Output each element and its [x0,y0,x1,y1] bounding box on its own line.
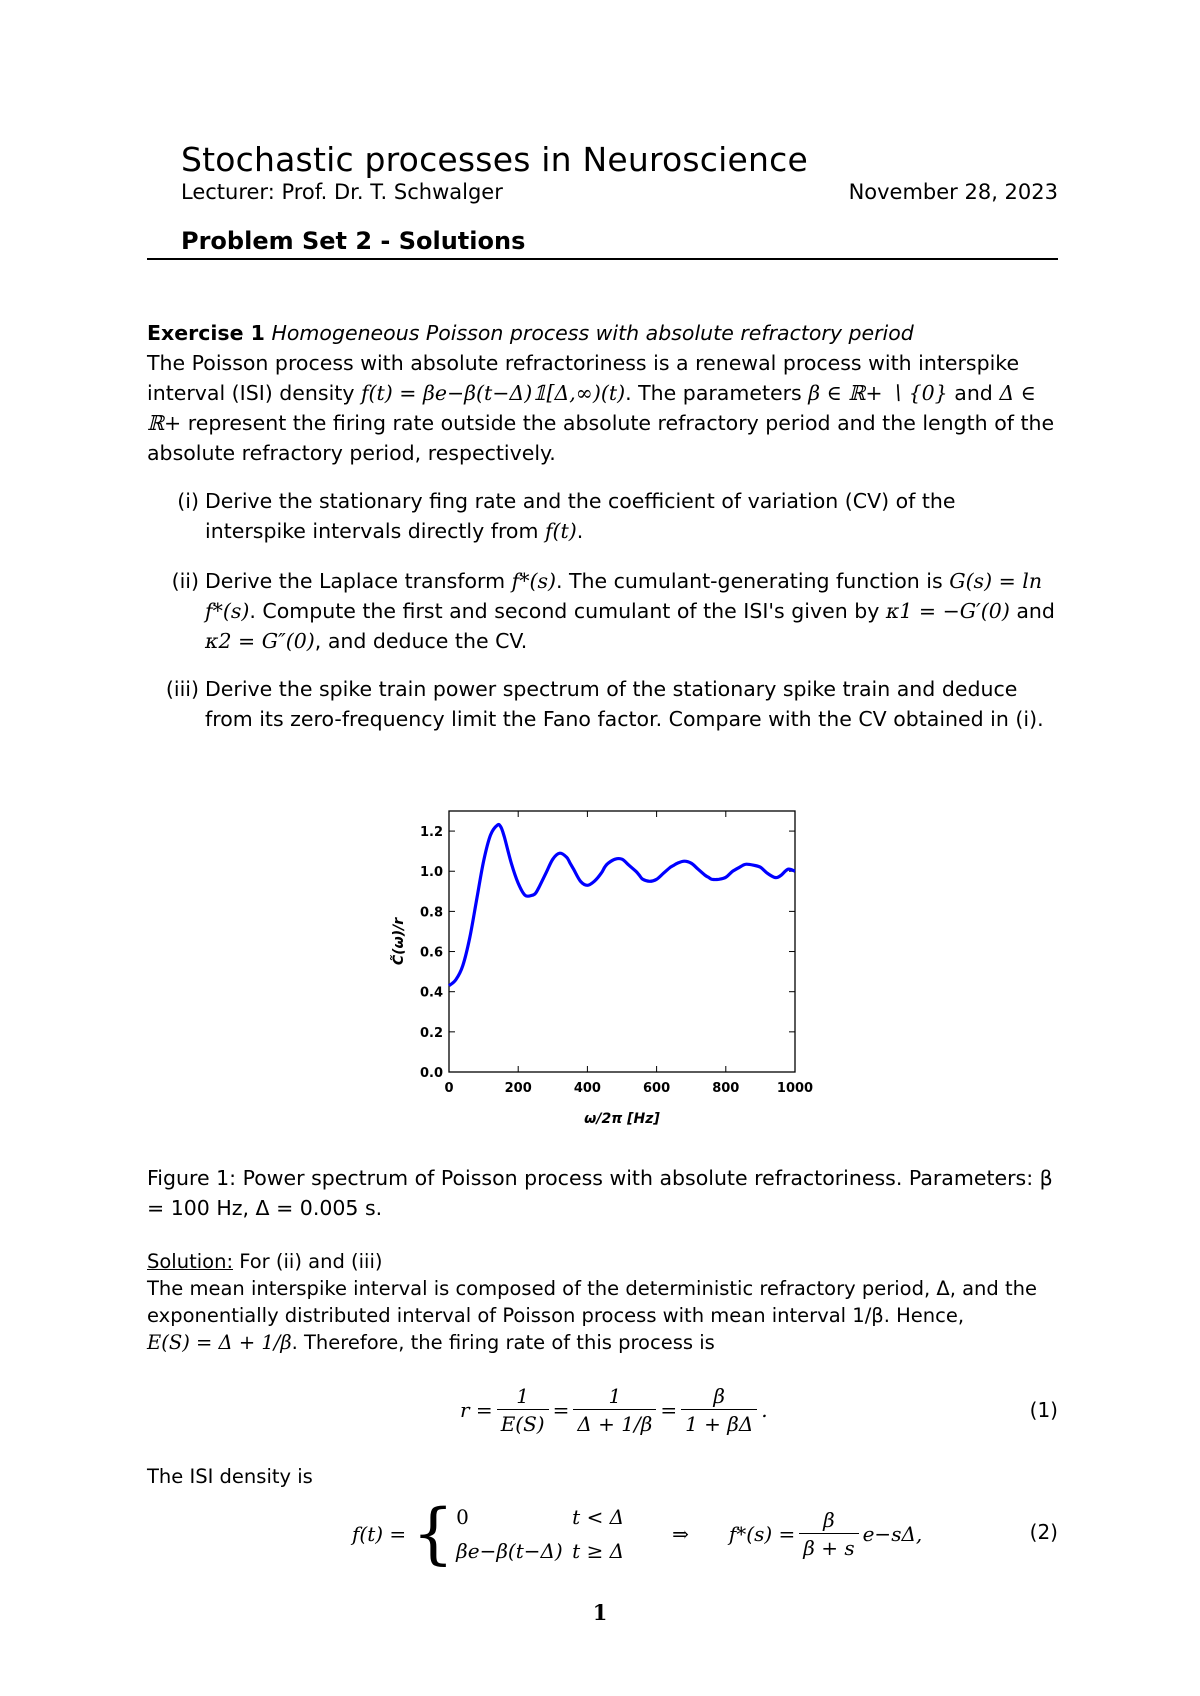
item-formula: G(s) = ln f*(s) [205,569,1043,623]
param-beta: β ∈ ℝ+ ∖ {0} [808,381,948,405]
exercise-label: Exercise 1 [147,321,265,345]
eq1-fraction [681,1384,757,1436]
power-spectrum-chart [360,800,820,1140]
eq2-fraction [799,1508,858,1560]
equation-2 [352,1492,922,1576]
exercise-intro [147,348,1059,468]
plot-frame [449,811,795,1072]
brace: { [412,1495,455,1572]
item-formula: κ2 = G″(0) [205,629,315,653]
item-label: (i) [177,489,199,513]
eq1-f2-num: 1 [573,1384,656,1410]
y-tick-label: 1.2 [419,825,443,841]
case-1 [456,1500,624,1534]
list-item [147,566,1059,656]
eq2-exponential: e−sΔ, [862,1522,923,1546]
equation-number-1: (1) [1029,1398,1058,1422]
item-formula: κ1 = −G′(0) [885,599,1010,623]
mean-isi-formula: E(S) = Δ + 1/β [147,1331,292,1354]
eq1-f1-num: 1 [497,1384,549,1410]
x-tick-label: 200 [504,1081,532,1096]
item-text: Derive the spike train power spectrum of the stationary spike train and deduce from its zero-frequency limit the Fano factor. Compare with the CV obtained in (i). [205,677,1044,731]
eq2-f-num: β [799,1508,858,1534]
x-tick-label: 0 [444,1081,454,1096]
item-formula: f*(s) [511,569,556,593]
item-text: Derive the Laplace transform [205,569,512,593]
case-1-condition: t < Δ [572,1505,625,1529]
page-title: Stochastic processes in Neuroscience [181,140,808,179]
solution-line2 [147,1329,1059,1356]
item-text: Derive the stationary fing rate and the coefficient of variation (CV) of the interspike intervals directly from [205,489,956,543]
case-2-value: βe−β(t−Δ) [456,1539,563,1563]
implies-arrow: ⇒ [672,1522,689,1546]
page-number: 1 [592,1600,608,1625]
item-label: (ii) [171,569,199,593]
x-axis-label: ω/2π [Hz] [584,1111,660,1127]
item-text: , and deduce the CV. [314,629,528,653]
y-tick-label: 0.2 [419,1025,443,1041]
eq1-end: . [761,1398,768,1422]
solution-for: For (ii) and (iii) [239,1250,383,1273]
eq2-f-den: β + s [803,1536,855,1560]
list-item [147,674,1059,734]
equation-1 [460,1372,768,1448]
exercise-heading [147,318,914,348]
item-text: . Compute the first and second cumulant of the ISI's given by [249,599,886,623]
item-text: . The cumulant-generating function is [555,569,950,593]
eq1-fraction [573,1384,656,1436]
intro-text-b: . The parameters [625,381,809,405]
eq1-f3-den: 1 + βΔ [685,1412,754,1436]
intro-text-a: The Poisson process with absolute refractoriness is a renewal process with interspike interval (ISI) density [147,351,1020,405]
case-2 [456,1534,624,1568]
intro-and: and [947,381,1000,405]
solution-label: Solution: [147,1250,234,1273]
solution-block [147,1248,1059,1356]
x-tick-label: 400 [573,1081,601,1096]
header-rule [147,258,1058,260]
solution-text: . Therefore, the firing rate of this process is [291,1331,715,1354]
x-tick-label: 800 [712,1081,740,1096]
date: November 28, 2023 [848,180,1058,204]
eq1-fraction [497,1384,549,1436]
spectrum-line [449,825,795,986]
isi-density-label: The ISI density is [147,1465,313,1488]
y-axis-label: C̃(ω)/r [391,917,407,966]
eq1-equals: = [660,1398,678,1422]
y-tick-label: 1.0 [419,865,443,881]
param-delta: Δ ∈ ℝ+ [147,381,1036,435]
eq2-lhs: f(t) = [352,1522,407,1546]
eq1-lhs: r = [460,1398,493,1422]
eq1-f2-den: Δ + 1/β [577,1412,653,1436]
y-tick-label: 0.8 [419,905,443,921]
cases [456,1500,624,1568]
exercise-topic: Homogeneous Poisson process with absolute refractory period [271,321,914,345]
equation-number-2: (2) [1029,1520,1058,1544]
item-text: and [1009,599,1055,623]
intro-formula: f(t) = βe−β(t−Δ)𝟙[Δ,∞)(t) [360,381,626,405]
intro-text-c: represent the firing rate outside the absolute refractory period and the length of the absolute refractory period, respectively. [147,411,1055,465]
y-tick-label: 0.4 [419,985,443,1001]
figure-caption: Figure 1: Power spectrum of Poisson process with absolute refractoriness. Parameters: β = 100 Hz, Δ = 0.005 s. [147,1166,1053,1220]
case-2-condition: t ≥ Δ [572,1539,625,1563]
eq1-equals: = [552,1398,570,1422]
y-tick-label: 0.6 [419,945,443,961]
solution-line1: The mean interspike interval is composed of the deterministic refractory period, Δ, and the exponentially distributed interval of Poisson process with mean interval 1/β. Hence, [147,1277,1037,1327]
solution-heading [147,1248,1059,1275]
y-tick-label: 0.0 [419,1066,443,1081]
item-formula: f(t) [544,519,577,543]
eq1-f1-den: E(S) [500,1412,545,1436]
item-text: . [576,519,584,543]
x-tick-label: 600 [643,1081,671,1096]
lecturer: Lecturer: Prof. Dr. T. Schwalger [181,180,503,204]
case-1-value: 0 [456,1505,469,1529]
list-item [147,486,1059,546]
problem-set-title: Problem Set 2 - Solutions [181,227,526,255]
eq1-f3-num: β [681,1384,757,1410]
x-tick-label: 1000 [776,1081,814,1096]
eq2-rhs-lhs: f*(s) = [728,1522,796,1546]
item-label: (iii) [165,677,199,701]
